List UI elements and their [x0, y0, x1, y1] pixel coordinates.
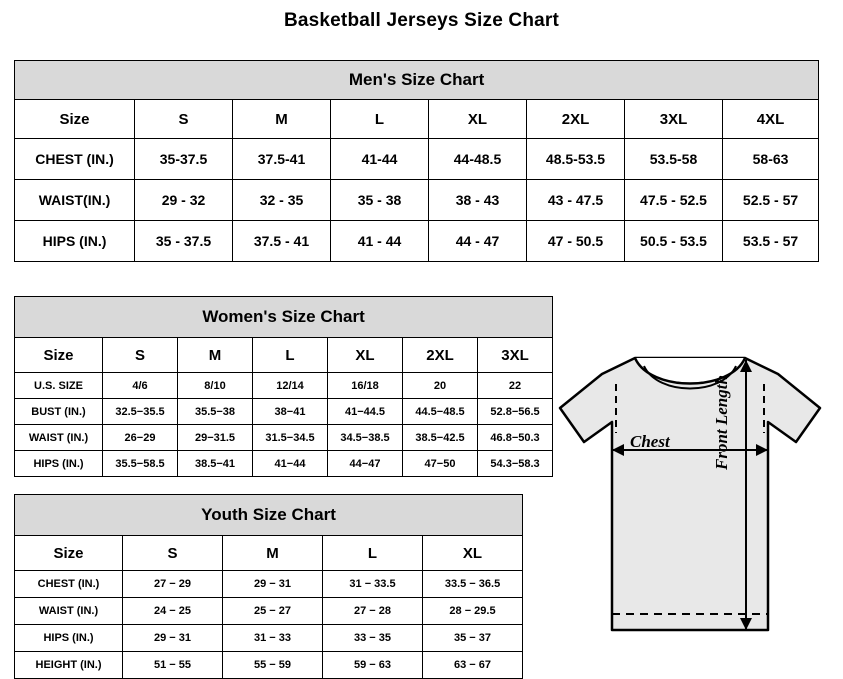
col-header-l: L — [323, 536, 423, 571]
cell-waist-l: 27 − 28 — [323, 598, 423, 625]
row-label-us-size: U.S. SIZE — [15, 373, 103, 399]
cell-chest-m: 37.5-41 — [233, 139, 331, 180]
row-label-bust: BUST (IN.) — [15, 399, 103, 425]
cell-chest-xl: 33.5 − 36.5 — [423, 571, 523, 598]
table-row — [15, 625, 523, 652]
cell-hips-s: 35.5−58.5 — [103, 451, 178, 477]
cell-bust-xl: 41−44.5 — [328, 399, 403, 425]
cell-height-s: 51 − 55 — [123, 652, 223, 679]
cell-waist-4xl: 52.5 - 57 — [723, 180, 819, 221]
cell-waist-m: 32 - 35 — [233, 180, 331, 221]
cell-hips-xl: 35 − 37 — [423, 625, 523, 652]
cell-chest-4xl: 58-63 — [723, 139, 819, 180]
cell-hips-s: 29 − 31 — [123, 625, 223, 652]
cell-waist-l: 35 - 38 — [331, 180, 429, 221]
table-header-row — [15, 536, 523, 571]
table-caption-row — [15, 61, 819, 100]
cell-waist-2xl: 38.5−42.5 — [403, 425, 478, 451]
row-label-hips: HIPS (IN.) — [15, 221, 135, 262]
cell-hips-3xl: 54.3−58.3 — [478, 451, 553, 477]
cell-waist-s: 26−29 — [103, 425, 178, 451]
table-row — [15, 180, 819, 221]
mens-caption: Men's Size Chart — [15, 61, 819, 100]
cell-waist-s: 29 - 32 — [135, 180, 233, 221]
table-caption-row — [15, 495, 523, 536]
cell-bust-m: 35.5−38 — [178, 399, 253, 425]
cell-hips-m: 31 − 33 — [223, 625, 323, 652]
mens-size-chart — [14, 60, 818, 262]
cell-waist-m: 29−31.5 — [178, 425, 253, 451]
diagram-label-chest: Chest — [630, 432, 670, 451]
mens-size-table — [14, 60, 819, 262]
col-header-s: S — [123, 536, 223, 571]
table-row — [15, 373, 553, 399]
cell-waist-3xl: 47.5 - 52.5 — [625, 180, 723, 221]
page-title: Basketball Jerseys Size Chart — [283, 10, 560, 31]
table-row — [15, 652, 523, 679]
table-header-row — [15, 100, 819, 139]
table-row — [15, 399, 553, 425]
cell-waist-xl: 28 − 29.5 — [423, 598, 523, 625]
cell-ussize-s: 4/6 — [103, 373, 178, 399]
cell-waist-s: 24 − 25 — [123, 598, 223, 625]
col-header-3xl: 3XL — [625, 100, 723, 139]
table-row — [15, 571, 523, 598]
cell-chest-l: 31 − 33.5 — [323, 571, 423, 598]
cell-waist-xl: 34.5−38.5 — [328, 425, 403, 451]
cell-ussize-2xl: 20 — [403, 373, 478, 399]
row-label-chest: CHEST (IN.) — [15, 139, 135, 180]
cell-waist-l: 31.5−34.5 — [253, 425, 328, 451]
cell-hips-m: 37.5 - 41 — [233, 221, 331, 262]
table-row — [15, 598, 523, 625]
diagram-label-front-length: Front Length — [712, 375, 731, 470]
cell-ussize-m: 8/10 — [178, 373, 253, 399]
cell-bust-s: 32.5−35.5 — [103, 399, 178, 425]
row-label-chest: CHEST (IN.) — [15, 571, 123, 598]
cell-waist-3xl: 46.8−50.3 — [478, 425, 553, 451]
cell-hips-s: 35 - 37.5 — [135, 221, 233, 262]
col-header-3xl: 3XL — [478, 338, 553, 373]
cell-hips-4xl: 53.5 - 57 — [723, 221, 819, 262]
cell-hips-m: 38.5−41 — [178, 451, 253, 477]
row-label-hips: HIPS (IN.) — [15, 451, 103, 477]
table-header-row — [15, 338, 553, 373]
cell-bust-3xl: 52.8−56.5 — [478, 399, 553, 425]
table-row — [15, 425, 553, 451]
womens-size-chart — [14, 296, 552, 477]
cell-hips-l: 41 - 44 — [331, 221, 429, 262]
cell-hips-l: 33 − 35 — [323, 625, 423, 652]
col-header-l: L — [331, 100, 429, 139]
cell-hips-xl: 44−47 — [328, 451, 403, 477]
col-header-size: Size — [15, 338, 103, 373]
col-header-m: M — [223, 536, 323, 571]
youth-size-table — [14, 494, 523, 679]
cell-height-l: 59 − 63 — [323, 652, 423, 679]
cell-waist-2xl: 43 - 47.5 — [527, 180, 625, 221]
row-label-waist: WAIST(IN.) — [15, 180, 135, 221]
womens-size-table — [14, 296, 553, 477]
row-label-waist: WAIST (IN.) — [15, 425, 103, 451]
col-header-2xl: 2XL — [403, 338, 478, 373]
col-header-xl: XL — [328, 338, 403, 373]
youth-caption: Youth Size Chart — [15, 495, 523, 536]
table-row — [15, 139, 819, 180]
col-header-s: S — [103, 338, 178, 373]
table-row — [15, 451, 553, 477]
col-header-xl: XL — [429, 100, 527, 139]
col-header-s: S — [135, 100, 233, 139]
cell-height-m: 55 − 59 — [223, 652, 323, 679]
col-header-xl: XL — [423, 536, 523, 571]
womens-caption: Women's Size Chart — [15, 297, 553, 338]
cell-chest-3xl: 53.5-58 — [625, 139, 723, 180]
cell-ussize-xl: 16/18 — [328, 373, 403, 399]
cell-hips-3xl: 50.5 - 53.5 — [625, 221, 723, 262]
col-header-size: Size — [15, 100, 135, 139]
jersey-measurement-diagram — [540, 330, 840, 670]
col-header-m: M — [233, 100, 331, 139]
cell-ussize-l: 12/14 — [253, 373, 328, 399]
cell-chest-xl: 44-48.5 — [429, 139, 527, 180]
cell-chest-s: 35-37.5 — [135, 139, 233, 180]
cell-chest-2xl: 48.5-53.5 — [527, 139, 625, 180]
cell-hips-2xl: 47−50 — [403, 451, 478, 477]
cell-bust-l: 38−41 — [253, 399, 328, 425]
col-header-l: L — [253, 338, 328, 373]
cell-waist-m: 25 − 27 — [223, 598, 323, 625]
cell-bust-2xl: 44.5−48.5 — [403, 399, 478, 425]
cell-hips-l: 41−44 — [253, 451, 328, 477]
jersey-illustration — [540, 330, 840, 670]
table-row — [15, 221, 819, 262]
row-label-waist: WAIST (IN.) — [15, 598, 123, 625]
col-header-size: Size — [15, 536, 123, 571]
col-header-m: M — [178, 338, 253, 373]
cell-chest-m: 29 − 31 — [223, 571, 323, 598]
col-header-4xl: 4XL — [723, 100, 819, 139]
cell-height-xl: 63 − 67 — [423, 652, 523, 679]
cell-ussize-3xl: 22 — [478, 373, 553, 399]
cell-hips-2xl: 47 - 50.5 — [527, 221, 625, 262]
youth-size-chart — [14, 494, 522, 679]
row-label-hips: HIPS (IN.) — [15, 625, 123, 652]
cell-hips-xl: 44 - 47 — [429, 221, 527, 262]
row-label-height: HEIGHT (IN.) — [15, 652, 123, 679]
col-header-2xl: 2XL — [527, 100, 625, 139]
cell-chest-l: 41-44 — [331, 139, 429, 180]
cell-chest-s: 27 − 29 — [123, 571, 223, 598]
cell-waist-xl: 38 - 43 — [429, 180, 527, 221]
table-caption-row — [15, 297, 553, 338]
